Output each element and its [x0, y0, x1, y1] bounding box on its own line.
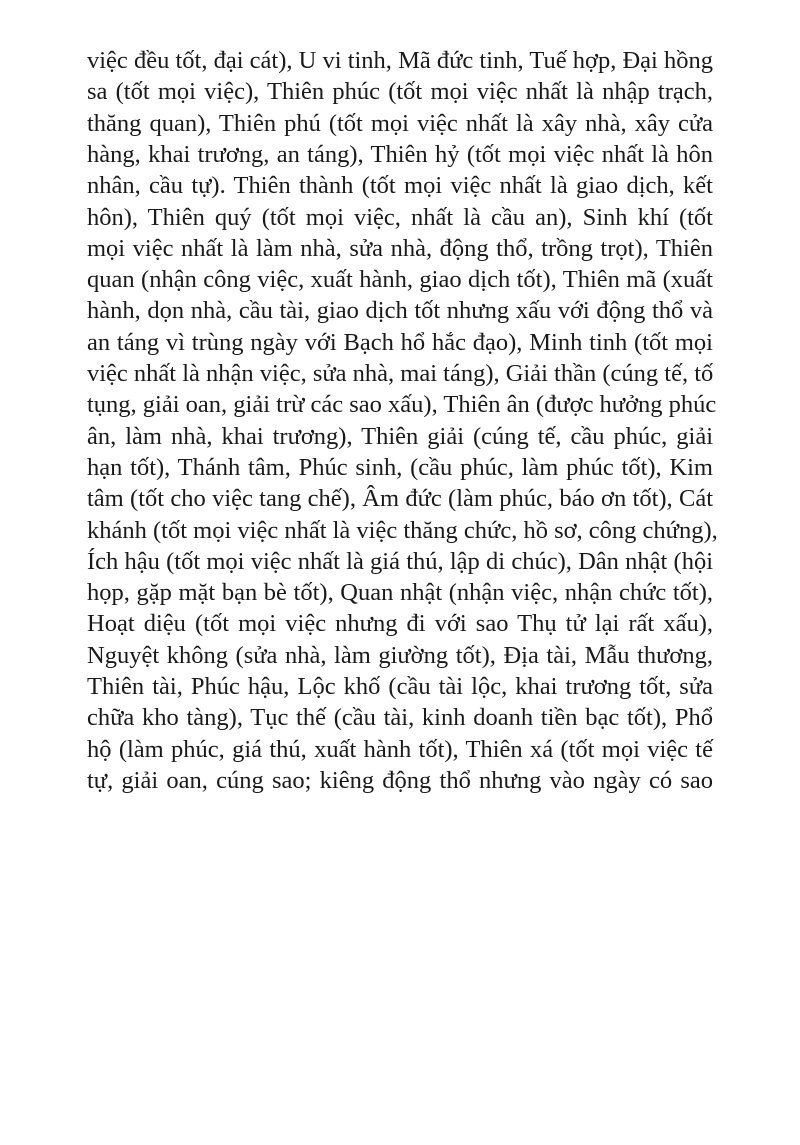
body-line: tụng, giải oan, giải trừ các sao xấu), Thiên ân (được hưởng phúc — [87, 391, 717, 419]
body-line: an táng vì trùng ngày với Bạch hổ hắc đạo), Minh tinh (tốt mọi — [87, 328, 713, 356]
body-line: chữa kho tàng), Tục thế (cầu tài, kinh doanh tiền bạc tốt), Phổ — [87, 704, 713, 732]
body-line: hôn), Thiên quý (tốt mọi việc, nhất là cầu an), Sinh khí (tốt — [87, 203, 713, 231]
body-line: tự, giải oan, cúng sao; kiêng động thổ nhưng vào ngày có sao — [87, 766, 713, 794]
body-line: tâm (tốt cho việc tang chế), Âm đức (làm phúc, báo ơn tốt), Cát — [87, 485, 713, 513]
body-line: Nguyệt không (sửa nhà, làm giường tốt), Địa tài, Mẫu thương, — [87, 641, 713, 669]
body-line: họp, gặp mặt bạn bè tốt), Quan nhật (nhận việc, nhận chức tốt), — [87, 579, 713, 607]
body-line: thăng quan), Thiên phú (tốt mọi việc nhất là xây nhà, xây cửa — [87, 109, 713, 137]
body-line: Thiên tài, Phúc hậu, Lộc khố (cầu tài lộc, khai trương tốt, sửa — [87, 673, 713, 700]
body-line: hành, dọn nhà, cầu tài, giao dịch tốt nhưng xấu với động thổ và — [87, 297, 713, 325]
body-line: hạn tốt), Thánh tâm, Phúc sinh, (cầu phúc, làm phúc tốt), Kim — [87, 453, 713, 481]
body-line: quan (nhận công việc, xuất hành, giao dịch tốt), Thiên mã (xuất — [87, 266, 713, 294]
body-line: ân, làm nhà, khai trương), Thiên giải (cúng tế, cầu phúc, giải — [87, 422, 713, 450]
body-line: mọi việc nhất là làm nhà, sửa nhà, động thổ, trồng trọt), Thiên — [87, 234, 713, 262]
body-line: hộ (làm phúc, giá thú, xuất hành tốt), Thiên xá (tốt mọi việc tế — [87, 735, 713, 763]
body-line: việc nhất là nhận việc, sửa nhà, mai táng), Giải thần (cúng tế, tố — [87, 360, 714, 387]
body-line: sa (tốt mọi việc), Thiên phúc (tốt mọi việc nhất là nhập trạch, — [87, 78, 713, 106]
body-line: Hoạt diệu (tốt mọi việc nhưng đi với sao Thụ tử lại rất xấu), — [87, 610, 713, 638]
body-line: việc đều tốt, đại cát), U vi tinh, Mã đức tinh, Tuế hợp, Đại hồng — [87, 47, 713, 74]
body-line: Ích hậu (tốt mọi việc nhất là giá thú, lập di chúc), Dân nhật (hội — [87, 547, 713, 575]
body-line: hàng, khai trương, an táng), Thiên hỷ (tốt mọi việc nhất là hôn — [87, 140, 713, 168]
body-line: nhân, cầu tự). Thiên thành (tốt mọi việc nhất là giao dịch, kết — [87, 172, 713, 200]
body-line: khánh (tốt mọi việc nhất là việc thăng chức, hồ sơ, công chứng), — [87, 516, 718, 544]
